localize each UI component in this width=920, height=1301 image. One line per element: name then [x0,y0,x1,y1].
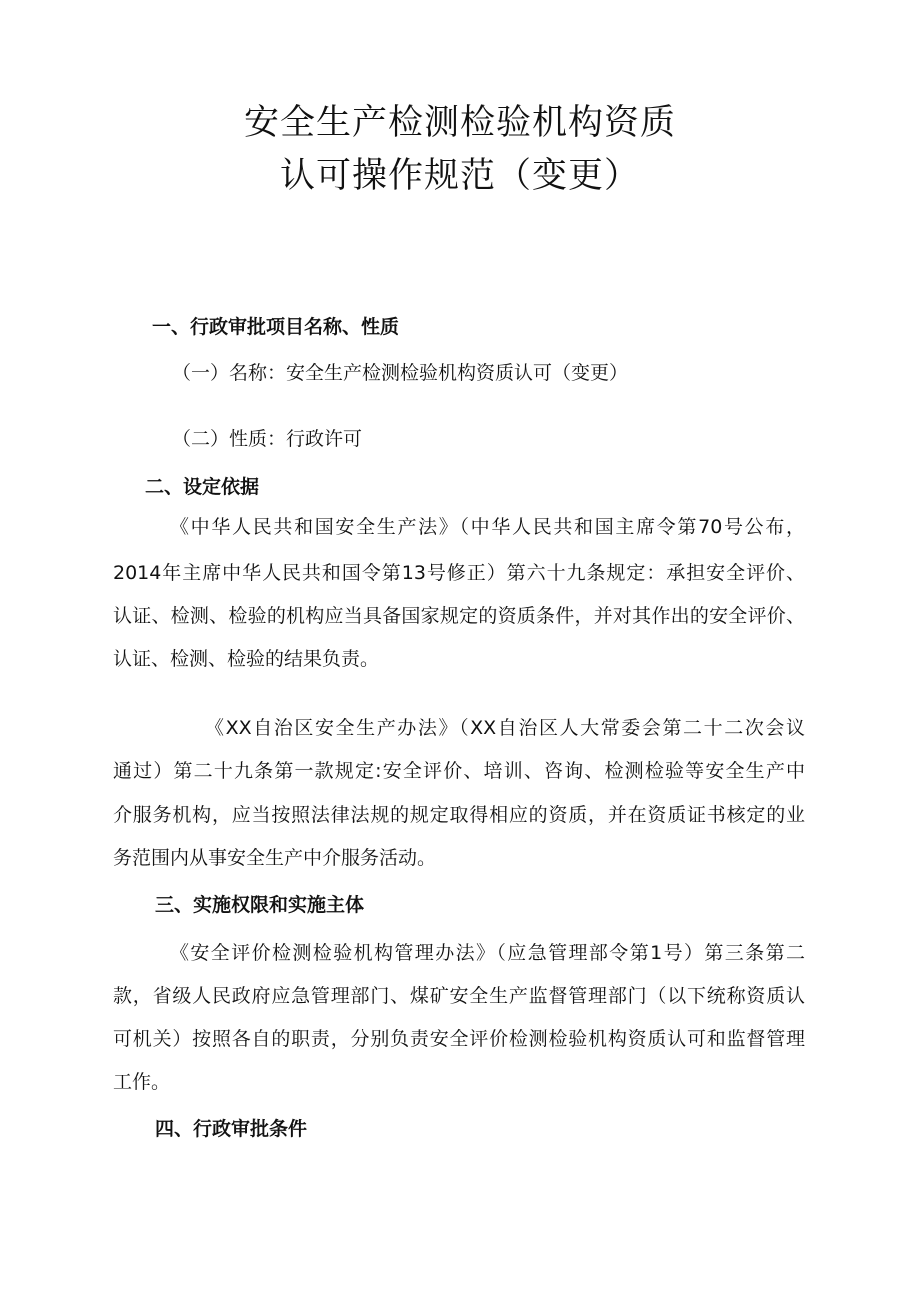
section-3-heading: 三、实施权限和实施主体 [155,894,365,916]
document-title-line-1: 安全生产检测检验机构资质 [243,103,676,143]
section-2-heading: 二、设定依据 [145,476,260,498]
section-2-para-1-line-3: 认证、检测、检验的机构应当具备国家规定的资质条件，并对其作出的安全评价、 [113,605,805,627]
section-2-para-2-line-4: 务范围内从事安全生产中介服务活动。 [113,847,437,869]
section-1-item-name: （一）名称：安全生产检测检验机构资质认可（变更） [172,362,629,384]
section-2-para-2-line-1: 《XX自治区安全生产办法》（XX自治区人大常委会第二十二次会议 [205,717,805,739]
section-2-para-1-line-2: 2014年主席中华人民共和国令第13号修正）第六十九条规定：承担安全评价、 [113,562,805,584]
section-1-item-nature: （二）性质：行政许可 [172,428,363,450]
section-3-para-line-4: 工作。 [113,1071,171,1093]
section-3-para-line-3: 可机关）按照各自的职责，分别负责安全评价检测检验机构资质认可和监督管理 [113,1028,805,1050]
section-2-para-2-line-3: 介服务机构，应当按照法律法规的规定取得相应的资质，并在资质证书核定的业 [113,804,805,826]
section-3-para-line-2: 款，省级人民政府应急管理部门、煤矿安全生产监督管理部门（以下统称资质认 [113,985,805,1007]
section-3-para-line-1: 《安全评价检测检验机构管理办法》（应急管理部令第1号）第三条第二 [170,942,805,964]
section-2-para-1-line-1: 《中华人民共和国安全生产法》（中华人民共和国主席令第70号公布， [170,516,805,538]
section-2-para-2-line-2: 通过）第二十九条第一款规定:安全评价、培训、咨询、检测检验等安全生产中 [113,760,805,782]
section-1-heading: 一、行政审批项目名称、性质 [152,316,400,338]
section-2-para-1-line-4: 认证、检测、检验的结果负责。 [113,648,380,670]
section-4-heading: 四、行政审批条件 [155,1118,308,1140]
document-title-line-2: 认可操作规范（变更） [279,156,640,196]
